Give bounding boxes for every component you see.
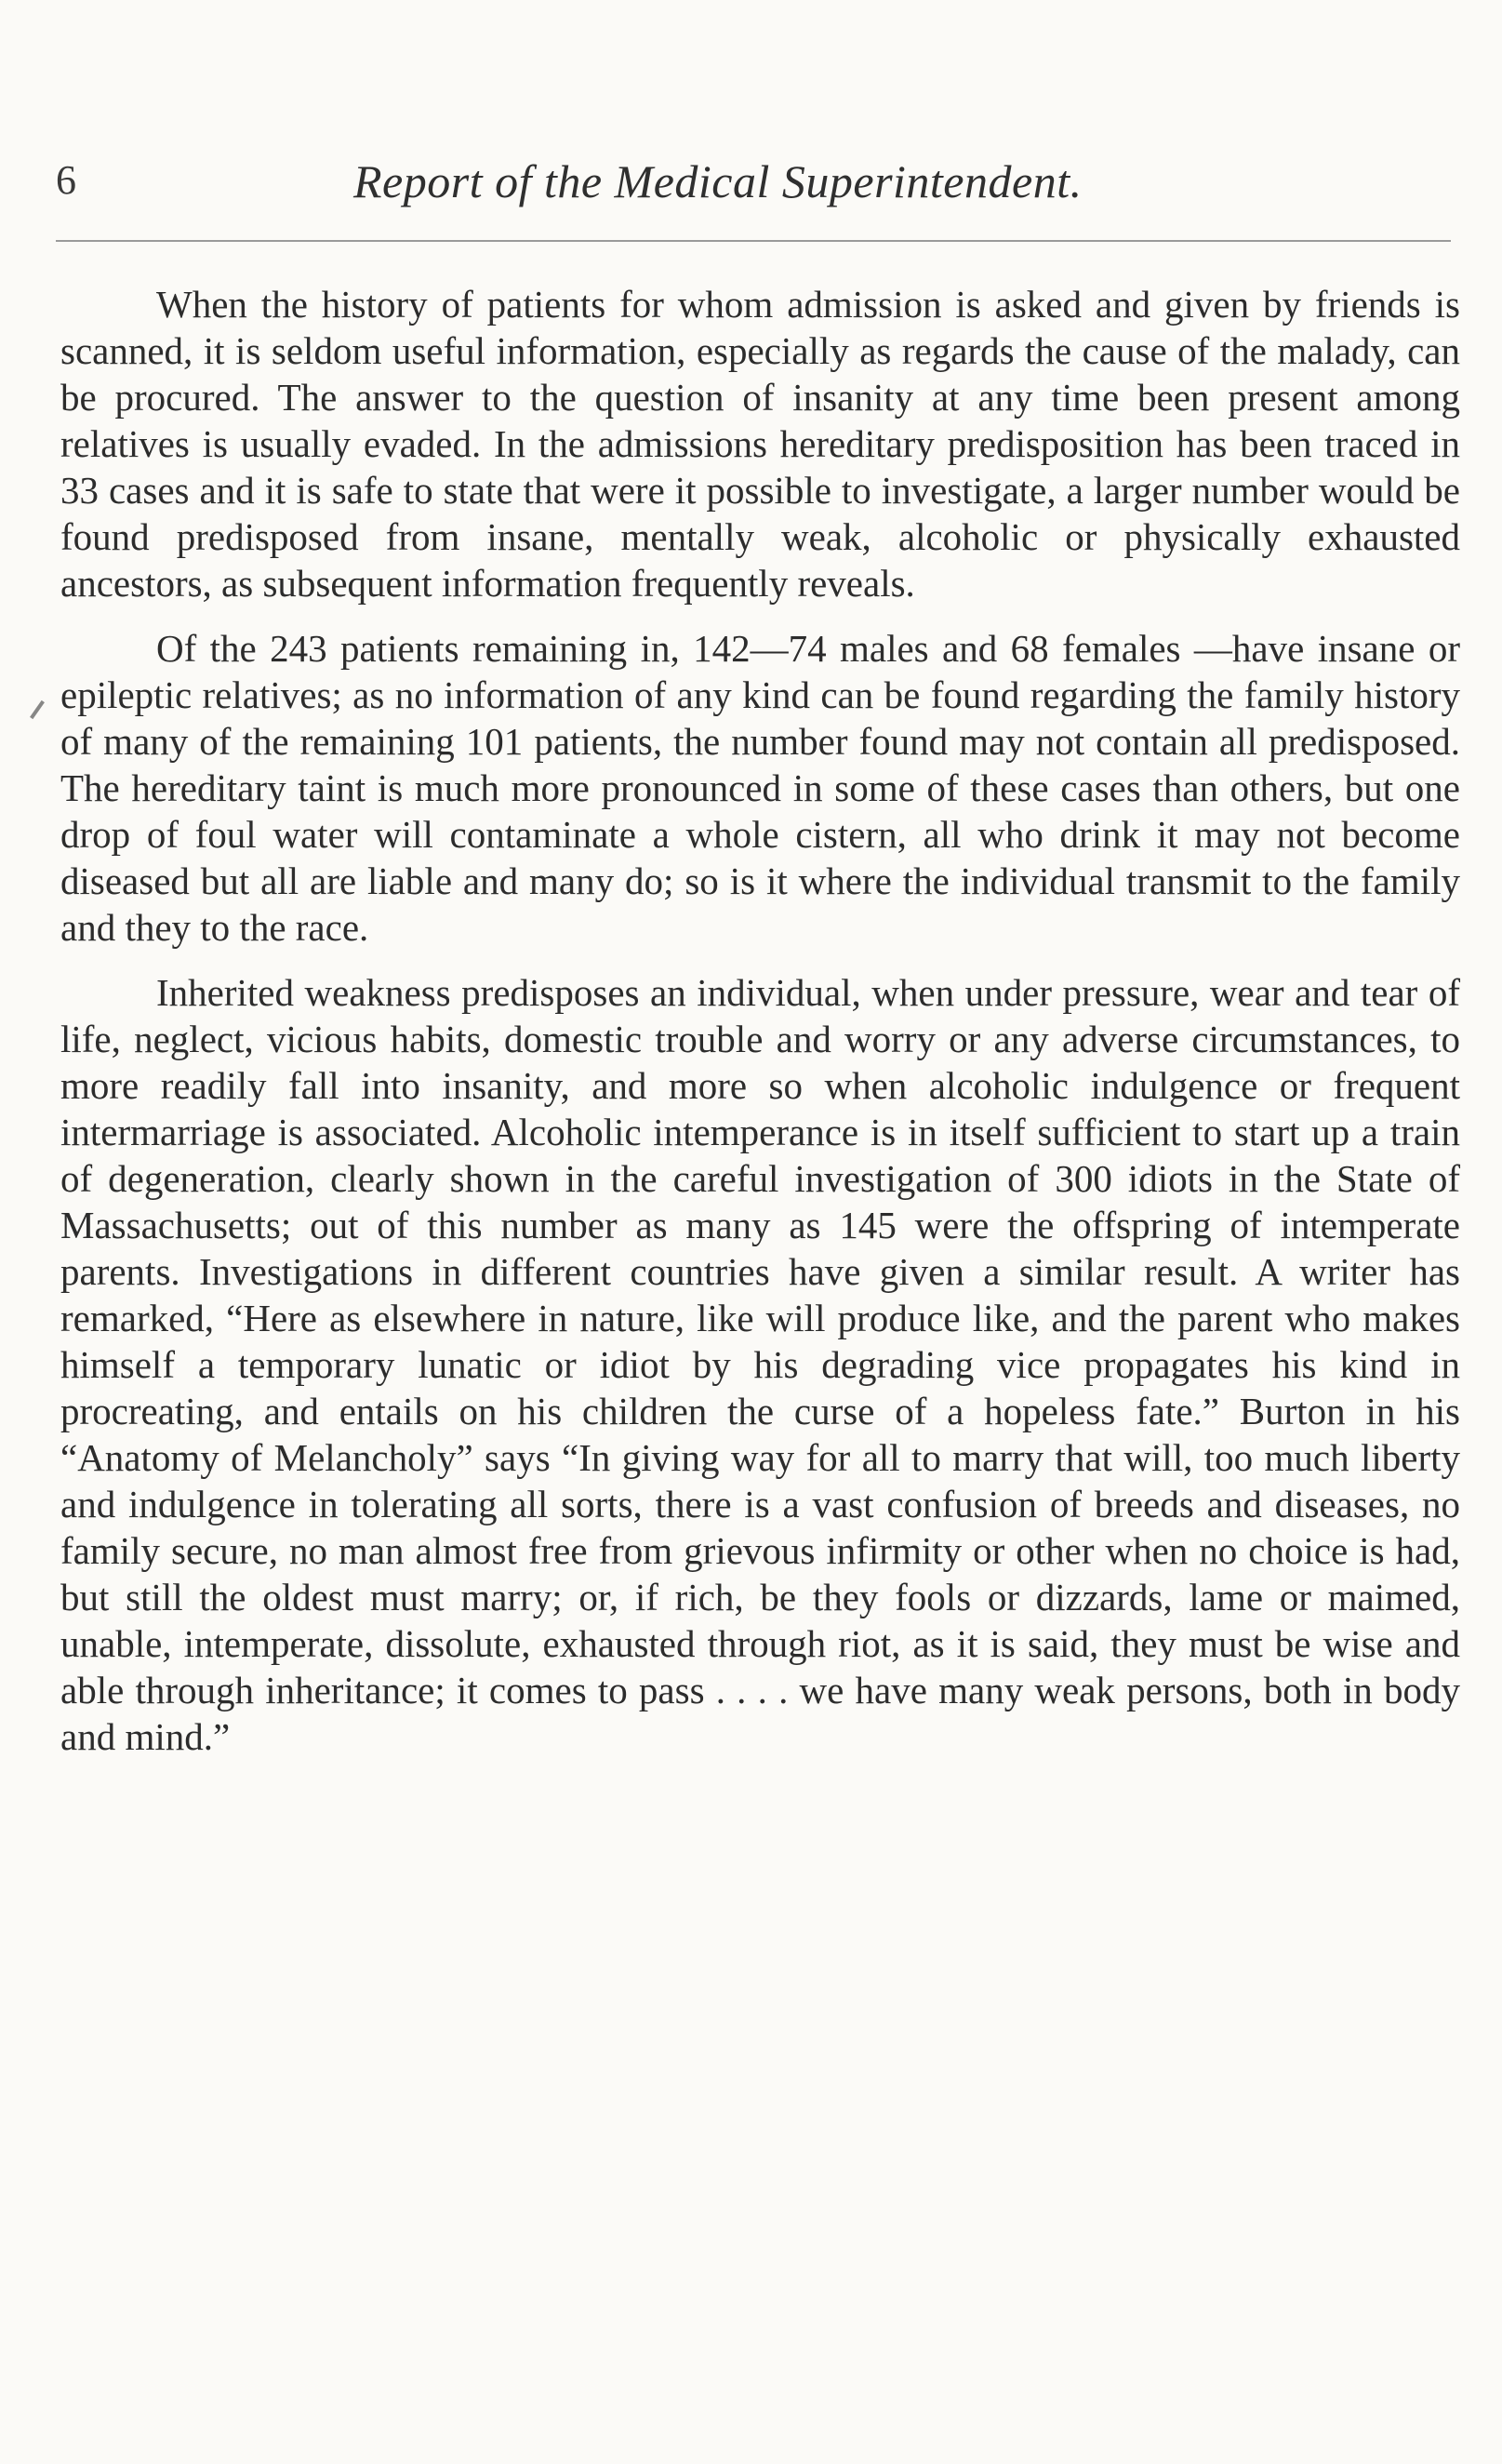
- header-rule: [56, 240, 1451, 242]
- page-number: 6: [56, 157, 76, 203]
- body-text: [60, 281, 1460, 1778]
- paragraph-3: Inherited weakness predisposes an individual, when under pressure, wear and tear of life, neglect, vicious habits, domestic trouble and worry or any adverse circumstances, to more readily fall into insanity, and more so when alcoholic indulgence or frequent intermarriage is associated. Alcoholic intemperance is in itself sufficient to start up a train of degeneration, clearly shown in the careful investigation of 300 idiots in the State of Massachusetts; out of this number as many as 145 were the offspring of intemperate parents. Investigations in different countries have given a similar result. A writer has remarked, “Here as elsewhere in nature, like will produce like, and the parent who makes himself a temporary lunatic or idiot by his degrading vice propagates his kind in procreating, and entails on his children the curse of a hopeless fate.” Burton in his “Anatomy of Melancholy” says “In giving way for all to marry that will, too much liberty and indulgence in tolerating all sorts, there is a vast confusion of breeds and diseases, no family secure, no man almost free from grievous infirmity or other when no choice is had, but still the oldest must marry; or, if rich, be they fools or dizzards, lame or maimed, unable, intemperate, dissolute, exhausted through riot, as it is said, they must be wise and able through inheritance; it comes to pass . . . . we have many weak persons, both in body and mind.”: [60, 971, 1460, 1758]
- running-title: Report of the Medical Superintendent.: [353, 155, 1083, 207]
- running-head: [56, 147, 1451, 212]
- paragraph-2: Of the 243 patients remaining in, 142—74 males and 68 females —have insane or epileptic relatives; as no information of any kind can be found regarding the family history of many of the remaining 101 patients, the number found may not contain all predisposed. The hereditary taint is much more pronounced in some of these cases than others, but one drop of foul water will contaminate a whole cistern, all who drink it may not become diseased but all are liable and many do; so is it where the individual transmit to the family and they to the race.: [60, 627, 1460, 949]
- margin-mark: [30, 700, 45, 719]
- paragraph-1: When the history of patients for whom admission is asked and given by friends is scanned, it is seldom useful information, especially as regards the cause of the malady, can be procured. The answer to the question of insanity at any time been present among relatives is usually evaded. In the admissions hereditary predisposition has been traced in 33 cases and it is safe to state that were it possible to investigate, a larger number would be found predisposed from insane, mentally weak, alcoholic or physically exhausted ancestors, as subsequent information frequently reveals.: [60, 283, 1460, 605]
